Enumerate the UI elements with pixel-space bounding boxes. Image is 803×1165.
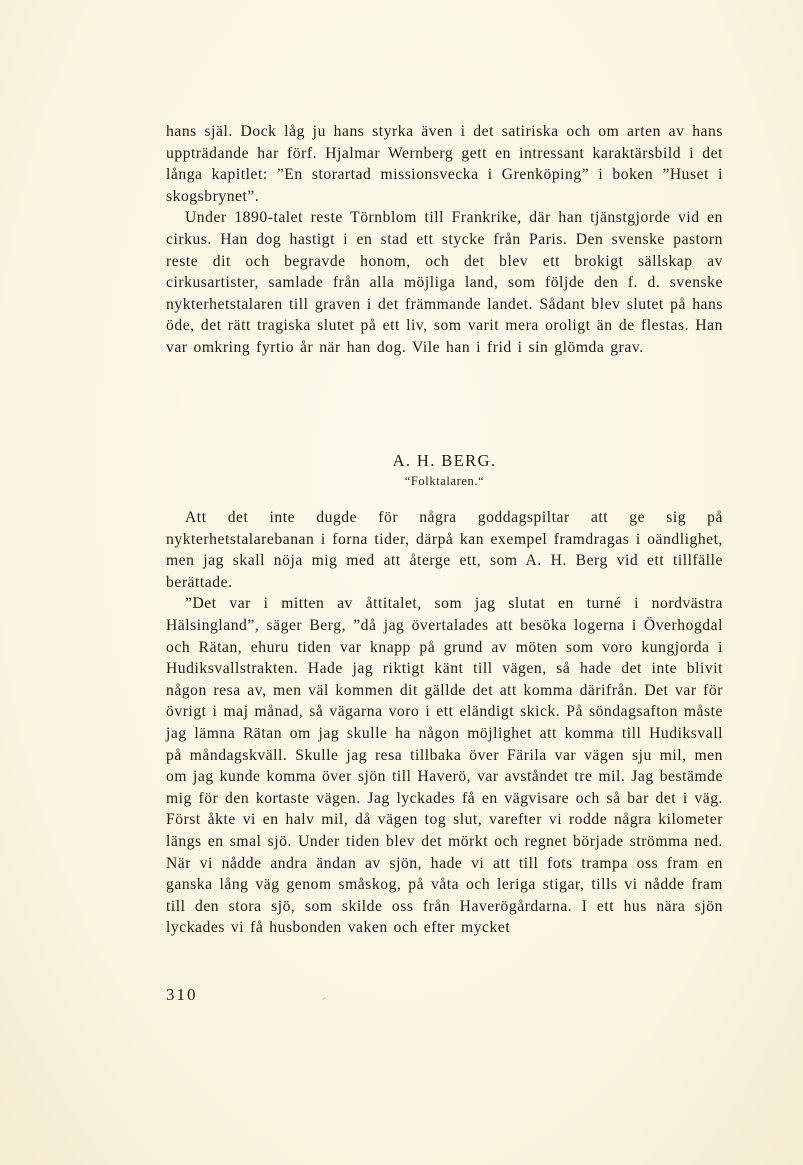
section-subtitle: “Folktalaren.“	[404, 474, 485, 488]
text-block-bottom	[166, 507, 723, 939]
text-block-top	[166, 121, 723, 359]
paragraph: ”Det var i mitten av åttitalet, som jag slutat en turné i nordvästra Hälsingland”, säger Berg, ”då jag övertalades att besöka logerna i Överhogdal och Rätan, ehuru tiden var knapp på grund av möten som voro kungjorda i Hudiksvallstrakten. Hade jag riktigt känt till vägen, så hade det inte blivit någon resa av, men väl kommen dit gällde det att komma därifrån. Det var för övrigt i maj månad, så vägarna voro i ett eländigt skick. På söndagsafton måste jag lämna Rätan om jag skulle ha någon möjlighet att komma till Hudiksvall på måndagskväll. Skulle jag resa tillbaka över Färila var vägen sju mil, men om jag kunde komma över sjön till Haverö, var avståndet tre mil. Jag bestämde mig för den kortaste vägen. Jag lyckades få en vägvisare och så bar det i väg. Först åkte vi en halv mil, då vägen tog slut, varefter vi rodde några kilometer längs en smal sjö. Under tiden blev det mörkt och regnet började strömma ned. När vi nådde andra ändan av sjön, hade vi att till fots trampa oss fram en ganska lång väg genom småskog, på våta och leriga stigar, tills vi nådde fram till den stora sjö, som skilde oss från Haverögårdarna. I ett hus nära sjön lyckades vi få husbonden vaken och efter mycket	[166, 595, 723, 937]
paper-speck	[322, 997, 326, 1000]
paragraph: Under 1890-talet reste Törnblom till Frankrike, där han tjänstgjorde vid en cirkus. Han dog hastigt i en stad ett stycke från Paris. Den svenske pastorn reste dit och begravde honom, och det blev ett brokigt sällskap av cirkusartister, samlade från alla möjliga land, som följde den f. d. svenske nykterhetstalaren till graven i det främmande landet. Sådant blev slutet på hans öde, det rätt tragiska slutet på ett liv, som varit mera oroligt än de flestas. Han var omkring fyrtio år när han dog. Vile han i frid i sin glömda grav.	[166, 209, 723, 356]
page-number: 310	[166, 985, 198, 1004]
section-title: A. H. BERG.	[392, 451, 497, 470]
paragraph: Att det inte dugde för några goddagspiltar att ge sig på nykterhetstalarebanan i forna tider, därpå kan exempel framdragas i oändlighet, men jag skall nöja mig med att återge ett, som A. H. Berg vid ett tillfälle berättade.	[166, 509, 723, 591]
paragraph: hans själ. Dock låg ju hans styrka även i det satiriska och om arten av hans uppträdande har förf. Hjalmar Wernberg gett en intressant karaktärsbild i det långa kapitlet: ”En storartad missionsvecka i Grenköping” i boken ”Huset i skogsbrynet”.	[166, 123, 723, 205]
